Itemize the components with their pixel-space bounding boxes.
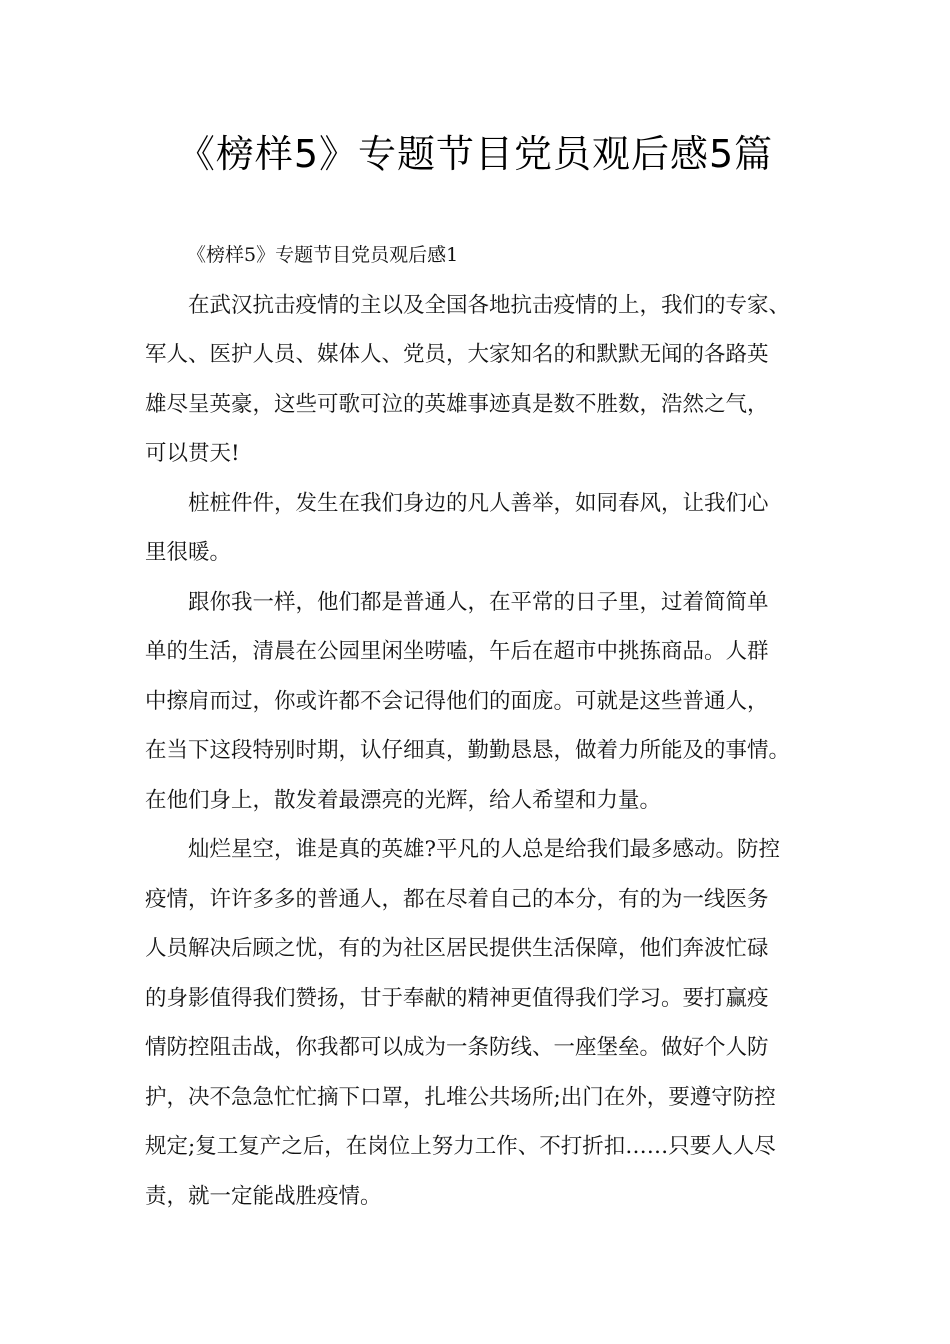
paragraph-line: 可以贯天! bbox=[145, 441, 240, 466]
paragraph-line: 军人、医护人员、媒体人、党员，大家知名的和默默无闻的各路英 bbox=[145, 342, 769, 367]
paragraph-line: 里很暖。 bbox=[145, 540, 232, 565]
paragraph-line: 的身影值得我们赞扬，甘于奉献的精神更值得我们学习。要打赢疫 bbox=[145, 985, 769, 1011]
paragraph-line: 疫情，许许多多的普通人，都在尽着自己的本分，有的为一线医务 bbox=[145, 886, 769, 912]
paragraph-line: 在武汉抗击疫情的主以及全国各地抗击疫情的上，我们的专家、 bbox=[188, 292, 791, 318]
section-title: 《榜样5》专题节目党员观后感1 bbox=[187, 244, 459, 266]
paragraph-line: 灿烂星空，谁是真的英雄?平凡的人总是给我们最多感动。防控 bbox=[188, 837, 781, 862]
paragraph-4 bbox=[145, 825, 830, 1221]
paragraph-line: 情防控阻击战，你我都可以成为一条防线、一座堡垒。做好个人防 bbox=[145, 1035, 769, 1060]
paragraph-line: 桩桩件件，发生在我们身边的凡人善举，如同春风，让我们心 bbox=[188, 490, 769, 516]
paragraph-line: 规定;复工复产之后，在岗位上努力工作、不打折扣……只要人人尽 bbox=[145, 1134, 776, 1159]
paragraph-1 bbox=[145, 281, 830, 479]
paragraph-line: 责，就一定能战胜疫情。 bbox=[145, 1183, 382, 1209]
paragraph-line: 人员解决后顾之忧，有的为社区居民提供生活保障，他们奔波忙碌 bbox=[145, 936, 769, 961]
paragraph-line: 在他们身上，散发着最漂亮的光辉，给人希望和力量。 bbox=[145, 787, 662, 813]
document-body bbox=[145, 231, 830, 1221]
paragraph-2 bbox=[145, 479, 830, 578]
paragraph-line: 在当下这段特别时期，认仔细真，勤勤恳恳，做着力所能及的事情。 bbox=[145, 738, 791, 763]
document-title: 《榜样5》专题节目党员观后感5篇 bbox=[176, 132, 774, 176]
paragraph-line: 护，决不急急忙忙摘下口罩，扎堆公共场所;出门在外，要遵守防控 bbox=[145, 1084, 776, 1110]
paragraph-line: 中擦肩而过，你或许都不会记得他们的面庞。可就是这些普通人， bbox=[145, 688, 769, 714]
paragraph-3 bbox=[145, 578, 830, 826]
paragraph-line: 跟你我一样，他们都是普通人，在平常的日子里，过着简简单 bbox=[188, 589, 769, 615]
paragraph-line: 单的生活，清晨在公园里闲坐唠嗑，午后在超市中挑拣商品。人群 bbox=[145, 639, 769, 664]
paragraph-line: 雄尽呈英豪，这些可歌可泣的英雄事迹真是数不胜数，浩然之气， bbox=[145, 391, 769, 417]
